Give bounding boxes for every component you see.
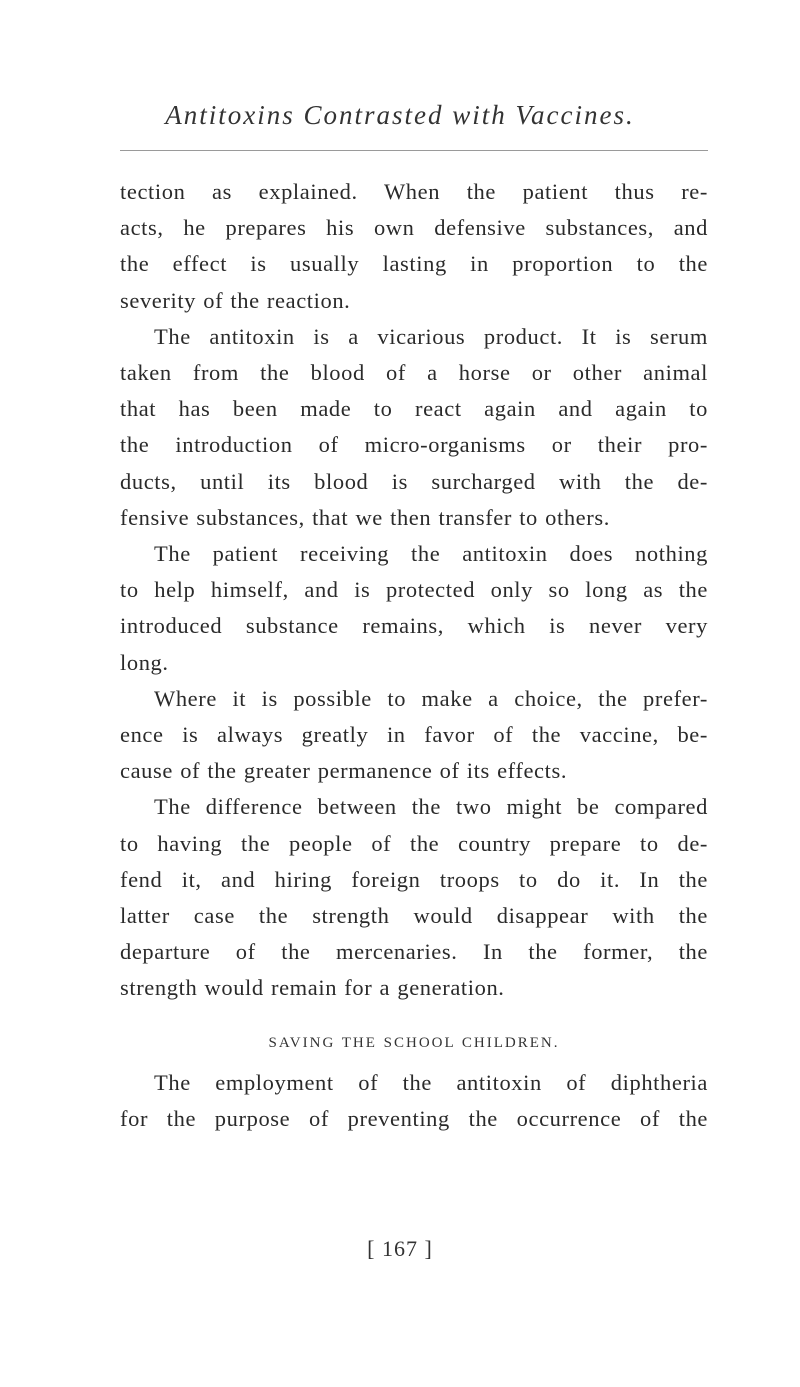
- text-line: that has been made to react again and again to: [120, 396, 708, 422]
- text-line: fend it, and hiring foreign troops to do it. In the: [120, 866, 708, 892]
- text-line: The employment of the antitoxin of diphtheria: [154, 1069, 708, 1095]
- page-number: [ 167 ]: [367, 1236, 433, 1261]
- text-line: ducts, until its blood is surcharged with the de-: [120, 468, 708, 494]
- text-line: Where it is possible to make a choice, the prefer-: [154, 685, 708, 711]
- paragraph-2: [120, 319, 708, 536]
- running-head: Antitoxins Contrasted with Vaccines.: [165, 100, 635, 130]
- paragraph-1: [120, 174, 708, 319]
- text-line: The patient receiving the antitoxin does nothing: [154, 541, 708, 567]
- text-line: acts, he prepares his own defensive substances, and: [120, 215, 708, 241]
- text-line: the effect is usually lasting in proportion to the: [120, 251, 708, 277]
- text-line: The antitoxin is a vicarious product. It is serum: [154, 323, 708, 349]
- text-line: the introduction of micro-organisms or their pro-: [120, 432, 708, 458]
- paragraph-4: [120, 681, 708, 790]
- text-line: cause of the greater permanence of its effects.: [120, 758, 568, 784]
- text-line: strength would remain for a generation.: [120, 975, 505, 1001]
- text-line: ence is always greatly in favor of the vaccine, be-: [120, 722, 708, 748]
- text-line: to help himself, and is protected only so long as the: [120, 577, 708, 603]
- text-line: departure of the mercenaries. In the former, the: [120, 939, 708, 965]
- text-line: The difference between the two might be compared: [154, 794, 708, 820]
- header-rule: [120, 150, 708, 151]
- paragraph-3: [120, 536, 708, 681]
- text-line: to having the people of the country prepare to de-: [120, 830, 708, 856]
- text-line: for the purpose of preventing the occurrence of the: [120, 1106, 708, 1132]
- section-heading: SAVING THE SCHOOL CHILDREN.: [268, 1034, 560, 1051]
- paragraph-6: [120, 1065, 708, 1137]
- text-line: tection as explained. When the patient thus re-: [120, 179, 708, 204]
- text-line: long.: [120, 649, 169, 675]
- text-line: introduced substance remains, which is never very: [120, 613, 708, 639]
- text-line: taken from the blood of a horse or other animal: [120, 360, 708, 386]
- text-line: latter case the strength would disappear with the: [120, 903, 708, 929]
- text-line: fensive substances, that we then transfer to others.: [120, 504, 610, 530]
- text-line: severity of the reaction.: [120, 287, 351, 313]
- body-text: [120, 174, 708, 1137]
- paragraph-5: [120, 789, 708, 1006]
